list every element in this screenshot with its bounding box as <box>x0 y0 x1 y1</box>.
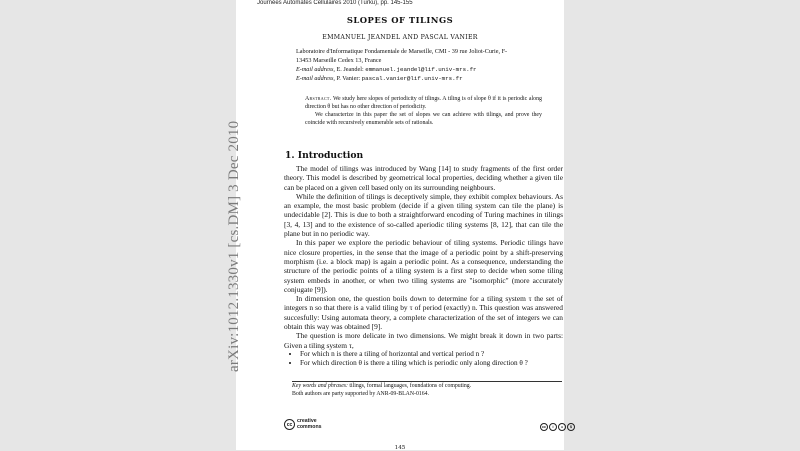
body-paragraph: While the definition of tilings is deceptively simple, they exhibit complex behaviours. As an example, the most basic problem (decide if a given tiling system can tile the plane) is undecidable [2]. This is due to both a straightforward encoding of Turing machines in tilings [3, 4, 13] and to the existence of so-called aperiodic tiling systems [8, 12], that can tile the plane but in no periodic way. <box>284 191 563 239</box>
email-label: E-mail address <box>296 75 334 82</box>
creative-commons-logo <box>284 419 322 430</box>
abstract <box>305 96 542 128</box>
email-line-1 <box>296 66 477 74</box>
cc-word-2: commons <box>297 423 322 430</box>
email-label: E-mail address <box>296 66 334 73</box>
paper-authors: EMMANUEL JEANDEL AND PASCAL VANIER <box>322 34 478 41</box>
keywords-label: Key words and phrases: <box>292 383 348 389</box>
funding-note: Both authors are party supported by ANR-09-BLAN-0164. <box>292 390 430 397</box>
body-text <box>284 164 563 369</box>
keywords: tilings, formal languages, foundations of computing. <box>347 383 472 389</box>
page-number: 145 <box>394 445 406 451</box>
cc-icon: cc <box>284 419 295 430</box>
body-paragraph: The question is more delicate in two dimensions. We might break it down in two parts: Given a tiling system τ, <box>284 331 563 350</box>
cc-badge-icon: cc <box>542 425 546 429</box>
email-line-2 <box>296 75 463 83</box>
email-name: , E. Jeandel: <box>333 66 364 73</box>
question-list <box>284 350 563 369</box>
body-paragraph: In dimension one, the question boils down to determine for a tiling system τ the set of integers n so that there is a valid tiling by τ of period (exactly) n. This question was answered succesfully: Using automata theory, a complete characterization of the set of integers we can obtain this way was obtained [9]. <box>284 294 563 332</box>
list-item: • For which n is there a tiling of horizontal and vertical period n ? <box>300 350 563 359</box>
email-address-jeandel[interactable]: emmanuel.jeandel@lif.univ-mrs.fr <box>365 66 477 73</box>
email-address-vanier[interactable]: pascal.vanier@lif.univ-mrs.fr <box>361 75 463 82</box>
body-paragraph: The model of tilings was introduced by Wang [14] to study fragments of the first order theory. This model is described by geometrical local properties, deciding whether a given tile can be placed on a given cell based only on its surrounding neighbours. <box>284 164 563 192</box>
attribution-icon: i <box>549 423 557 431</box>
paper-title: SLOPES OF TILINGS <box>346 15 454 25</box>
cc-word-1: creative <box>297 418 317 425</box>
running-header: Journées Automates Cellulaires 2010 (Turku), pp. 145-155 <box>257 0 413 6</box>
abstract-paragraph-1: We study here slopes of periodicity of tilings. A tiling is of slope θ if it is periodic along direction θ but has no other direction of periodicity. <box>305 96 542 110</box>
license-badges <box>540 423 575 431</box>
abstract-label: Abstract. <box>305 96 332 102</box>
no-derivatives-icon: = <box>558 423 566 431</box>
affiliation-line-1: Laboratoire d'Informatique Fondamentale de Marseille, CMI - 39 rue Joliot-Curie, F- <box>296 48 508 55</box>
section-heading: 1. Introduction <box>285 150 364 161</box>
footnote <box>292 381 562 398</box>
affiliation-line-2: 13453 Marseille Cedex 13, France <box>296 57 382 64</box>
body-paragraph: In this paper we explore the periodic behaviour of tiling systems. Periodic tilings have nice closure properties, in the sense that the image of a periodic point by a shift-preserving morphism (i.e. a block map) is again a periodic point. As a consequence, understanding the structure of the periodic points of a tiling system is a first step to decide when some tiling system embeds in another, or when two tiling systems are "isomorphic" (more accurately conjugate [9]). <box>284 238 563 294</box>
email-name: , P. Vanier: <box>333 75 361 82</box>
list-item: • For which direction θ is there a tiling which is periodic only along direction θ ? <box>300 359 563 368</box>
arxiv-stamp: arXiv:1012.1330v1 [cs.DM] 3 Dec 2010 <box>226 120 242 372</box>
noncommercial-icon: $ <box>567 423 575 431</box>
abstract-paragraph-2: We characterize in this paper the set of slopes we can achieve with tilings, and prove they coincide with recursively enumerable sets of rationals. <box>305 111 542 126</box>
